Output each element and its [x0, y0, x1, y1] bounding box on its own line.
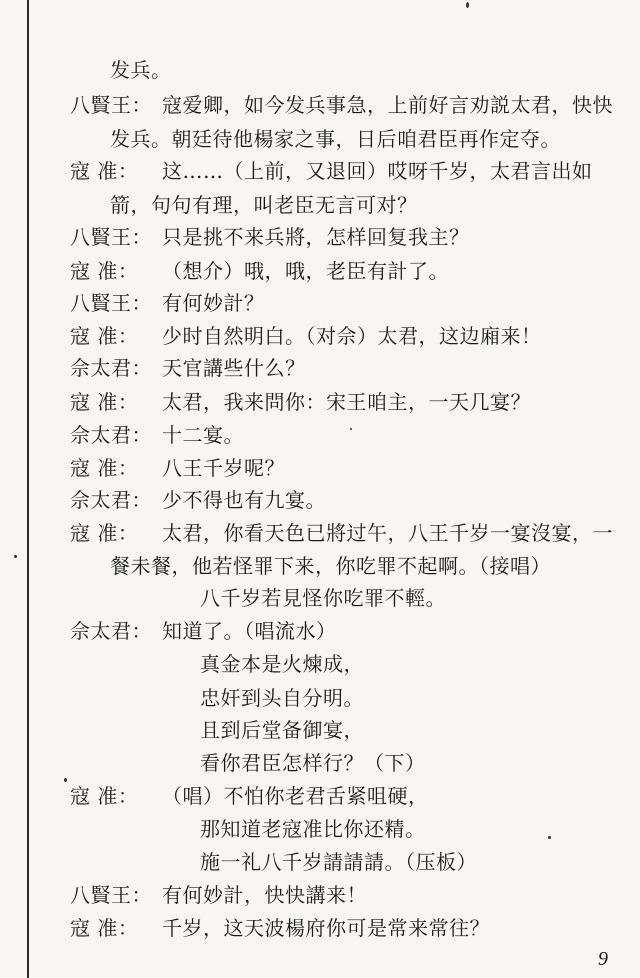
dialogue-text: 八千岁若見怪你吃罪不輕。 — [200, 586, 446, 610]
dialogue-text: 箭，句句有理，叫老臣无言可对？ — [110, 193, 418, 217]
speaker-label: 八賢王： — [70, 291, 152, 315]
script-line — [110, 127, 561, 151]
script-line — [70, 356, 306, 380]
ink-speck — [548, 836, 551, 839]
dialogue-text: （唱）不怕你老君舌紧咀硬， — [162, 784, 429, 808]
script-line — [200, 850, 477, 874]
speaker-label: 佘太君： — [70, 423, 152, 447]
script-line — [70, 883, 367, 907]
ink-speck — [14, 555, 17, 558]
script-line — [70, 423, 244, 447]
speaker-label: 寇 准： — [70, 456, 139, 480]
script-line — [70, 225, 470, 249]
script-line — [200, 586, 446, 610]
speaker-label: 佘太君： — [70, 356, 152, 380]
speaker-label: 八賢王： — [70, 883, 152, 907]
dialogue-text: 真金本是火煉成， — [200, 652, 364, 676]
dialogue-text: 十二宴。 — [162, 423, 244, 447]
dialogue-text: 寇爱卿，如今发兵事急，上前好言劝説太君，快快 — [162, 93, 613, 117]
script-line — [70, 324, 542, 348]
script-line — [200, 718, 364, 742]
dialogue-text: 这……（上前，又退回）哎呀千岁，太君言出如 — [162, 159, 593, 183]
script-line — [110, 58, 172, 82]
dialogue-text: 少时自然明白。（对佘）太君，这边廂来！ — [162, 324, 542, 348]
script-line — [70, 259, 449, 283]
ink-speck — [466, 2, 469, 8]
dialogue-text: 且到后堂备御宴， — [200, 718, 364, 742]
dialogue-text: 忠奸到头自分明。 — [200, 686, 364, 710]
script-line — [200, 686, 364, 710]
speaker-label: 八賢王： — [70, 225, 152, 249]
dialogue-text: 千岁，这天波楊府你可是常来常往？ — [162, 916, 490, 940]
script-line — [110, 554, 551, 578]
speaker-label: 佘太君： — [70, 488, 152, 512]
ink-speck — [64, 778, 67, 782]
speaker-label: 寇 准： — [70, 159, 139, 183]
dialogue-text: 太君，我来問你：宋王咱主，一天几宴？ — [162, 390, 531, 414]
script-line — [70, 291, 265, 315]
script-line — [70, 784, 429, 808]
script-line — [70, 390, 531, 414]
dialogue-text: 看你君臣怎样行？（下） — [200, 751, 426, 775]
ink-speck — [350, 428, 352, 430]
script-line — [70, 488, 326, 512]
dialogue-text: 知道了。（唱流水） — [162, 619, 337, 643]
dialogue-text: （想介）哦，哦，老臣有計了。 — [162, 259, 449, 283]
dialogue-text: 有何妙計？ — [162, 291, 265, 315]
script-line — [200, 652, 364, 676]
dialogue-text: 发兵。朝廷待他楊家之事，日后咱君臣再作定夺。 — [110, 127, 561, 151]
script-line — [110, 193, 418, 217]
dialogue-text: 少不得也有九宴。 — [162, 488, 326, 512]
dialogue-text: 八王千岁呢？ — [162, 456, 285, 480]
script-line — [70, 521, 613, 545]
script-line — [70, 456, 285, 480]
speaker-label: 寇 准： — [70, 324, 139, 348]
binding-edge — [27, 0, 29, 978]
dialogue-text: 天官講些什么？ — [162, 356, 306, 380]
dialogue-text: 有何妙計，快快講来！ — [162, 883, 367, 907]
speaker-label: 八賢王： — [70, 93, 152, 117]
dialogue-text: 那知道老寇准比你还精。 — [200, 817, 426, 841]
speaker-label: 寇 准： — [70, 259, 139, 283]
dialogue-text: 只是挑不来兵將，怎样回复我主？ — [162, 225, 470, 249]
script-line — [200, 751, 426, 775]
script-line — [70, 93, 613, 117]
page-number: 9 — [598, 948, 608, 970]
script-line — [70, 916, 490, 940]
dialogue-text: 施一礼八千岁請請請。（压板） — [200, 850, 477, 874]
dialogue-text: 太君，你看天色已將过午，八王千岁一宴沒宴，一 — [162, 521, 613, 545]
speaker-label: 佘太君： — [70, 619, 152, 643]
dialogue-text: 餐未餐，他若怪罪下来，你吃罪不起啊。（接唱） — [110, 554, 551, 578]
speaker-label: 寇 准： — [70, 916, 139, 940]
speaker-label: 寇 准： — [70, 784, 139, 808]
speaker-label: 寇 准： — [70, 390, 139, 414]
script-line — [70, 159, 593, 183]
script-line — [200, 817, 426, 841]
script-line — [70, 619, 337, 643]
dialogue-text: 发兵。 — [110, 58, 172, 82]
speaker-label: 寇 准： — [70, 521, 139, 545]
